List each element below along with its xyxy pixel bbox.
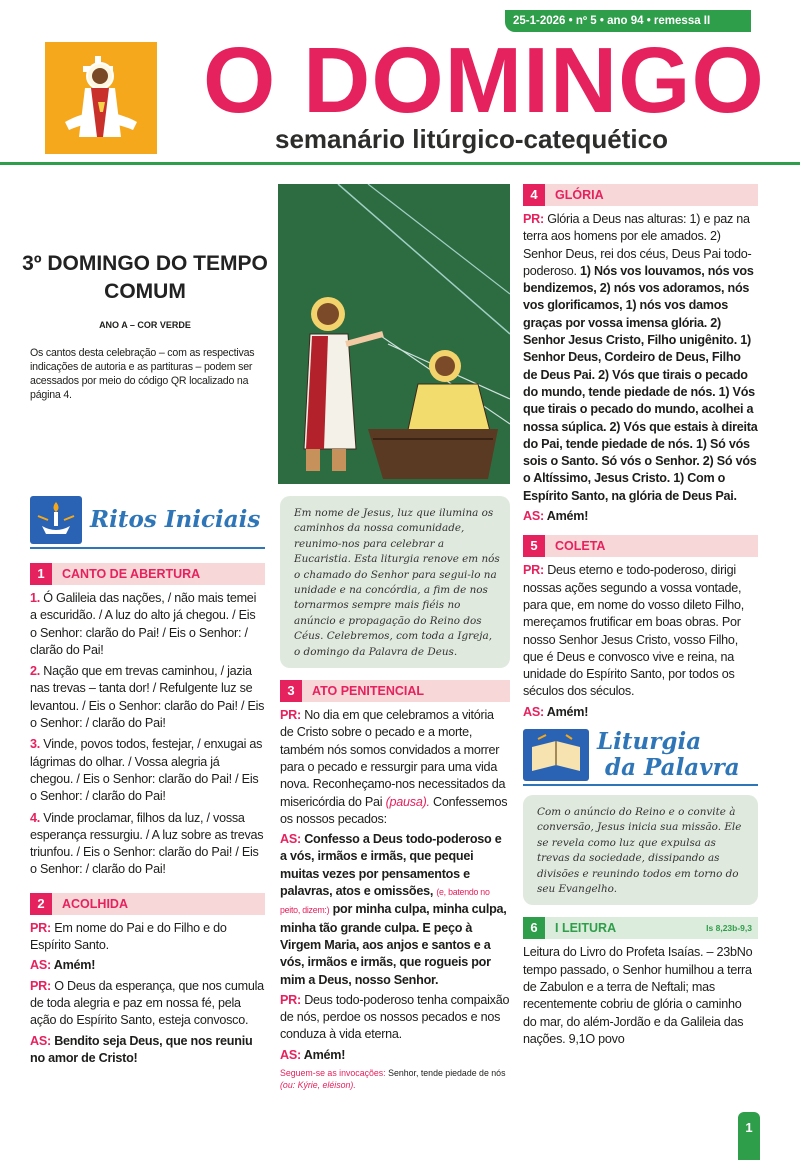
- bible-icon: [523, 729, 589, 781]
- item-label: CANTO DE ABERTURA: [62, 567, 201, 581]
- item-number: 4: [523, 184, 545, 206]
- coleta-header: [523, 535, 758, 557]
- ritos-iniciais-section: [30, 496, 265, 1067]
- item-label: I LEITURA: [555, 921, 617, 936]
- newspaper-subtitle: semanário litúrgico-catequético: [275, 124, 668, 154]
- section-title: Ritos Iniciais: [90, 506, 261, 533]
- item-number: 2: [30, 893, 52, 915]
- gospel-illustration: [278, 184, 510, 484]
- right-column: [523, 184, 758, 1048]
- verse-3: Vinde, povos todos, festejar, / enxugai as lágrimas do olhar. / Vossa alegria já chegou. / Eis o Senhor: clarão do Pai! / Eis o Senhor: / clarão do Pai!: [30, 737, 263, 804]
- coleta-text: PR: Deus eterno e todo-poderoso, dirigi nossas ações segundo a vossa vontade, para que, em nome do vosso dileto Filho, mereçamos frutificar em boas obras. Por nosso Senhor Jesus Cristo, vosso Filho, que é Deus e convosco vive e reina, na unidade do Espírito Santo, por todos os séculos dos séculos. AS: Amém!: [523, 563, 745, 719]
- candle-icon: [30, 496, 82, 544]
- acolhida-header: [30, 893, 265, 915]
- intro-box: Em nome de Jesus, luz que ilumina os caminhos da nossa comunidade, reunimo-nos para celebrar a Eucaristia. Esta liturgia renove em nós o chamado do Senhor para segui-lo na unidade e na concórdia, a fim de nos tornarmos sempre mais fiéis no anúncio e propagação do Reino dos Céus. Celebremos, com toda a Igreja, o domingo da Palavra de Deus.: [280, 496, 510, 668]
- item-label: COLETA: [555, 539, 606, 554]
- item-number: 3: [280, 680, 302, 702]
- canto-abertura-header: [30, 563, 265, 585]
- liturgia-box: Com o anúncio do Reino e o convite à conversão, Jesus inicia sua missão. Ele se revela como luz que expulsa as trevas da sociedade, dissipando as divisões e reunindo todos em torno do seu Evangelho.: [523, 795, 758, 905]
- section-underline: [523, 784, 758, 786]
- liturgia-palavra-heading: [523, 729, 758, 781]
- header-divider: [0, 162, 800, 165]
- christ-logo: [45, 42, 157, 154]
- ato-penitencial-header: [280, 680, 510, 702]
- item-number: 5: [523, 535, 545, 557]
- issue-info-bar: 25-1-2026 • nº 5 • ano 94 • remessa II: [505, 10, 751, 32]
- item-label: ACOLHIDA: [62, 896, 128, 911]
- item-number: 1: [30, 563, 52, 585]
- item-label: ATO PENITENCIAL: [312, 684, 425, 699]
- section-underline: [30, 547, 265, 549]
- intro-note: Os cantos desta celebração – com as respectivas indicações de autoria e as partituras – podem ser acessados por meio do código QR localizado na página 4.: [30, 347, 255, 401]
- gloria-text: PR: Glória a Deus nas alturas: 1) e paz na terra aos homens por ele amados. 2) Senhor Deus, rei dos céus, Deus Pai todo-poderoso. 1) Nós vos louvamos, nós vos bendizemos, 2) nós vos adoramos, nós vos glorificamos, 1) nós vos damos graças por vossa imensa glória. 2) Senhor Jesus Cristo, Filho unigênito. 1) Senhor Deus, Cordeiro de Deus, Filho de Deus Pai. 2) Vós que tirais o pecado do mundo, tende piedade de nós. 1) Vós que tirais o pecado do mundo, acolhei a nossa súplica. 2) Vós que estais à direita do Pai, tende piedade de nós. 1) Só vós sois o Santo. Só vós o Senhor. 2) Só vós o Altíssimo, Jesus Cristo. 1) Com o Espírito Santo, na glória de Deus Pai. AS: Amém!: [523, 212, 758, 524]
- newspaper-title: O DOMINGO: [203, 28, 765, 132]
- gloria-header: [523, 184, 758, 206]
- canto-verses: 1. Ó Galileia das nações, / não mais temei a escuridão. / A luz do alto já chegou. / Eis o Senhor: clarão do Pai! / Eis o Senhor: / clarão do Pai! 2. Nação que em trevas caminhou, / jazia nas trevas – tanta dor! / Refulgente luz se levantou. / Eis o Senhor: clarão do Pai! / Eis o Senhor: / clarão do Pai! 3. Vinde, povos todos, festejar, / enxugai as lágrimas do olhar. / Vossa alegria já chegou. / Eis o Senhor: clarão do Pai! / Eis o Senhor: / clarão do Pai! 4. Vinde proclamar, filhos da luz, / vossa esperança ressurgiu. / A luz sobre as trevas triunfou. / Eis o Senhor: clarão do Pai! / Eis o Senhor: / clarão do Pai!: [30, 591, 265, 877]
- reading-reference: Is 8,23b-9,3: [706, 923, 752, 934]
- middle-column: [280, 496, 510, 1091]
- item-label: GLÓRIA: [555, 188, 604, 202]
- i-leitura-text: Leitura do Livro do Profeta Isaías. – 23bNo tempo passado, o Senhor humilhou a terra de Zabulon e a terra de Neftali; mas recentemente cobriu de glória o caminho do mar, do além-Jordão e da Galileia das nações. 9,1O povo: [523, 945, 753, 1046]
- verse-4: Vinde proclamar, filhos da luz, / vossa esperança ressurgiu. / A luz sobre as trevas triunfou. / Eis o Senhor: clarão do Pai! / Eis o Senhor: / clarão do Pai!: [30, 810, 264, 877]
- acolhida-text: PR: Em nome do Pai e do Filho e do Espírito Santo. AS: Amém! PR: O Deus da esperança, que nos cumula de toda alegria e paz em nossa fé, pela ação do Espírito Santo, esteja convosco. AS: Bendito seja Deus, que nos reuniu no amor de Cristo!: [30, 920, 264, 1065]
- liturgical-year: ANO A – COR VERDE: [99, 320, 191, 330]
- item-number: 6: [523, 917, 545, 939]
- verse-1: Ó Galileia das nações, / não mais temei a escuridão. / A luz do alto já chegou. / Eis o Senhor: clarão do Pai! / Eis o Senhor: / clarão do Pai!: [30, 591, 257, 657]
- verse-2: Nação que em trevas caminhou, / jazia nas trevas – tanta dor! / Refulgente luz se levantou. / Eis o Senhor: clarão do Pai! / Eis o Senhor: / clarão do Pai!: [30, 664, 265, 731]
- sunday-title: 3º DOMINGO DO TEMPO COMUM: [22, 252, 268, 303]
- i-leitura-header: [523, 917, 758, 939]
- ato-penitencial-text: PR: No dia em que celebramos a vitória de Cristo sobre o pecado e a morte, também nós somos convidados a morrer para o pecado e ressurgir para uma vida nova. Reconheçamo-nos necessitados da misericórdia do Pai (pausa). Confessemos os nossos pecados: AS: Confesso a Deus todo-poderoso e a vós, irmãos e irmãs, que pequei muitas vezes por pensamentos e palavras, atos e omissões, (e, batendo no peito, dizem:) por minha culpa, minha culpa, minha tão grande culpa. E peço à Virgem Maria, aos anjos e santos e a vós, irmãos e irmãs, que rogueis por mim a Deus, nosso Senhor. PR: Deus todo-poderoso tenha compaixão de nós, perdoe os nossos pecados e nos conduza à vida eterna. AS: Amém! Seguem-se as invocações: Senhor, tende piedade de nós (ou: Kýrie, eléison).: [280, 708, 510, 1090]
- page-number: 1: [738, 1112, 760, 1160]
- section-title: Liturgia: [597, 728, 702, 756]
- section-title-2: da Palavra: [605, 754, 740, 782]
